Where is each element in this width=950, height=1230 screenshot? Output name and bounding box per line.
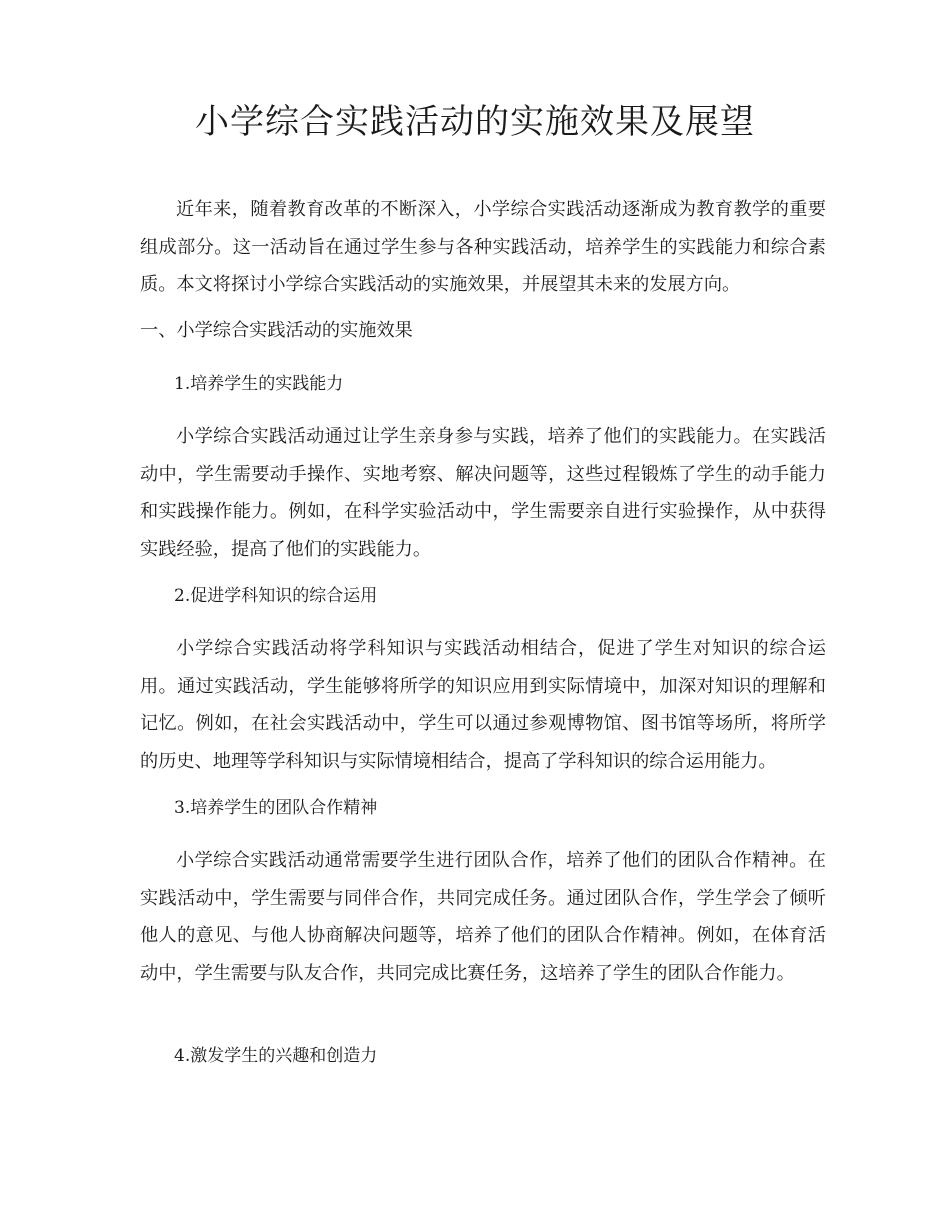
intro-paragraph: 近年来，随着教育改革的不断深入，小学综合实践活动逐渐成为教育教学的重要组成部分。这一活动旨在通过学生参与各种实践活动，培养学生的实践能力和综合素质。本文将探讨小学综合实践活动的实施效果，并展望其未来的发展方向。 [140, 199, 826, 295]
subsection-heading-2: 2.促进学科知识的综合运用 [174, 586, 378, 606]
subsection-body-2: 小学综合实践活动将学科知识与实践活动相结合，促进了学生对知识的综合运用。通过实践活动，学生能够将所学的知识应用到实际情境中，加深对知识的理解和记忆。例如，在社会实践活动中，学生可以通过参观博物馆、图书馆等场所，将所学的历史、地理等学科知识与实际情境相结合，提高了学科知识的综合运用能力。 [140, 638, 826, 772]
subsection-heading-1: 1.培养学生的实践能力 [174, 374, 344, 394]
section-heading: 一、小学综合实践活动的实施效果 [140, 320, 413, 341]
subsection-heading-3: 3.培养学生的团队合作精神 [174, 798, 378, 818]
document-title: 小学综合实践活动的实施效果及展望 [195, 102, 755, 142]
subsection-body-1: 小学综合实践活动通过让学生亲身参与实践，培养了他们的实践能力。在实践活动中，学生需要动手操作、实地考察、解决问题等，这些过程锻炼了学生的动手能力和实践操作能力。例如，在科学实验活动中，学生需要亲自进行实验操作，从中获得实践经验，提高了他们的实践能力。 [140, 426, 826, 560]
subsection-heading-4: 4.激发学生的兴趣和创造力 [174, 1046, 378, 1066]
subsection-body-3: 小学综合实践活动通常需要学生进行团队合作，培养了他们的团队合作精神。在实践活动中，学生需要与同伴合作，共同完成任务。通过团队合作，学生学会了倾听他人的意见、与他人协商解决问题等，培养了他们的团队合作精神。例如，在体育活动中，学生需要与队友合作，共同完成比赛任务，这培养了学生的团队合作能力。 [140, 850, 826, 984]
